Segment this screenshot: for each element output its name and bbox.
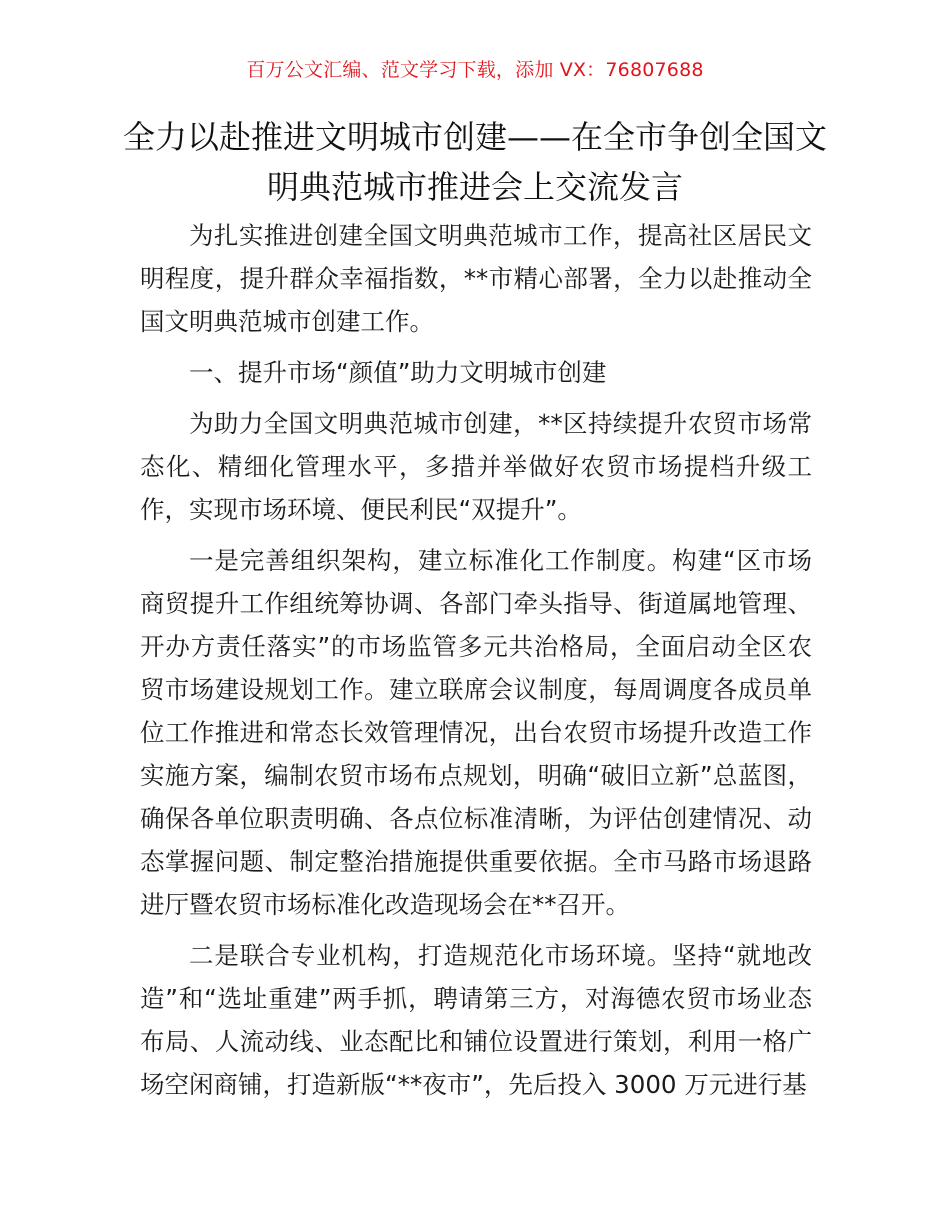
intro-paragraph: 为扎实推进创建全国文明典范城市工作，提高社区居民文明程度，提升群众幸福指数，**市精心部署，全力以赴推动全国文明典范城市创建工作。 [140,221,812,336]
section-intro-paragraph: 为助力全国文明典范城市创建，**区持续提升农贸市场常态化、精细化管理水平，多措并举做好农贸市场提档升级工作，实现市场环境、便民利民“双提升”。 [140,409,812,524]
point-two-paragraph: 二是联合专业机构，打造规范化市场环境。坚持“就地改造”和“选址重建”两手抓，聘请第三方，对海德农贸市场业态布局、人流动线、业态配比和铺位设置进行策划，利用一格广场空闲商铺，打造新版“**夜市”，先后投入 3000 万元进行基 [140,941,812,1099]
section-heading: 一、提升市场“颜值”助力文明城市创建 [189,358,607,387]
point-one-paragraph: 一是完善组织架构，建立标准化工作制度。构建“区市场商贸提升工作组统筹协调、各部门牵头指导、街道属地管理、开办方责任落实”的市场监管多元共治格局，全面启动全区农贸市场建设规划工作。建立联席会议制度，每周调度各成员单位工作推进和常态长效管理情况，出台农贸市场提升改造工作实施方案，编制农贸市场布点规划，明确“破旧立新”总蓝图，确保各单位职责明确、各点位标准清晰，为评估创建情况、动态掌握问题、制定整治措施提供重要依据。全市马路市场退路进厅暨农贸市场标准化改造现场会在**召开。 [140,546,812,919]
document-title: 全力以赴推进文明城市创建——在全市争创全国文明典范城市推进会上交流发言 [122,118,827,206]
document-body [140,214,812,1114]
watermark-header: 百万公文汇编、范文学习下载，添加 VX：76807688 [246,59,704,81]
